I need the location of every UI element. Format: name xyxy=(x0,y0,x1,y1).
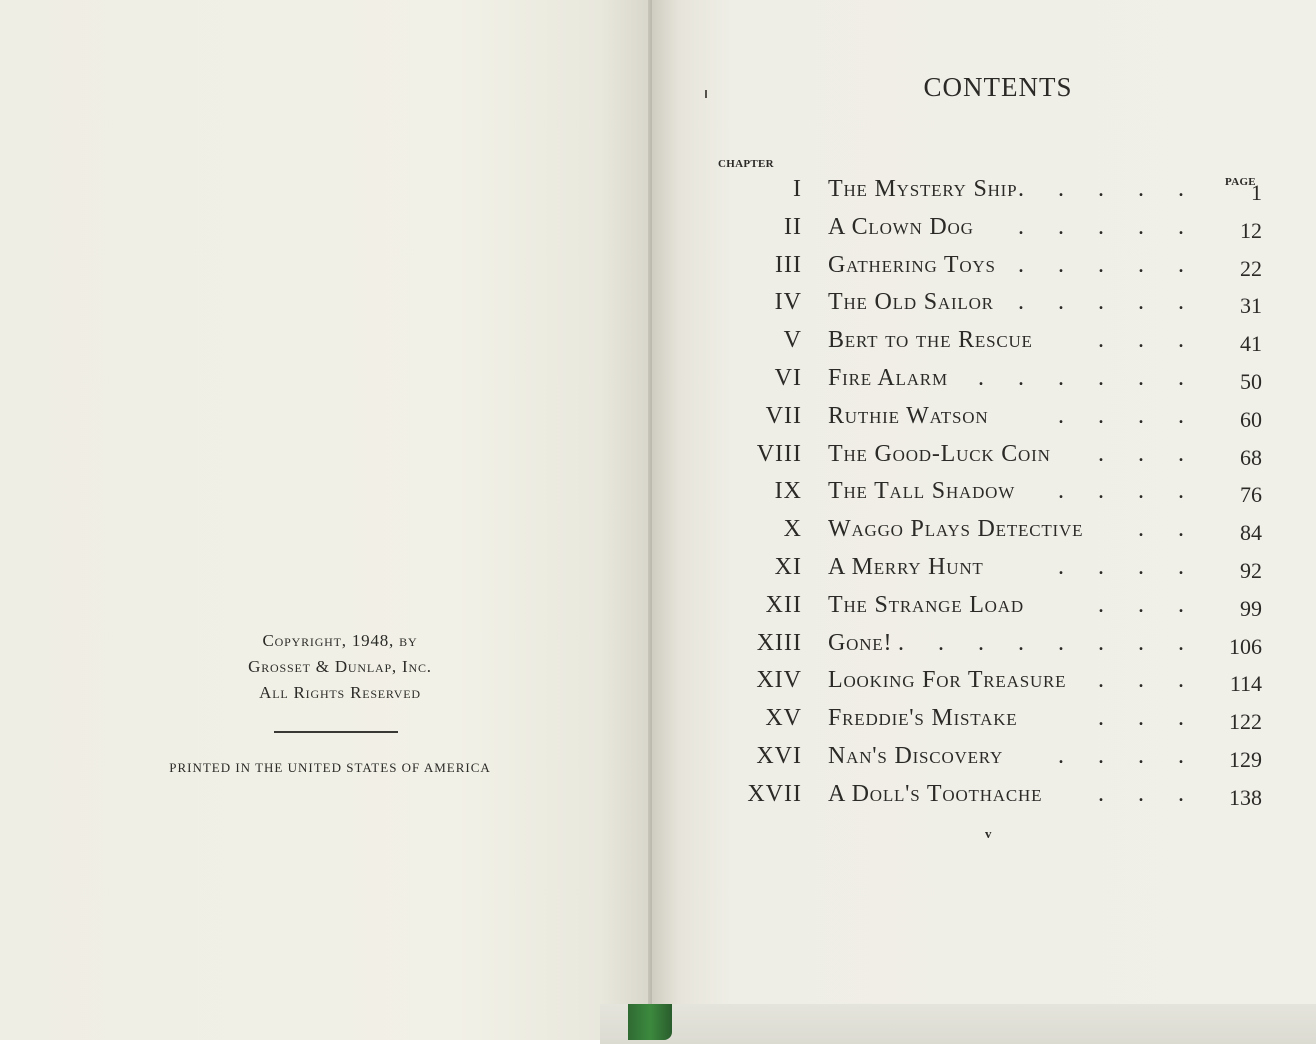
chapter-title: Looking For Treasure xyxy=(828,667,1067,694)
ink-mark xyxy=(705,90,707,98)
chapter-title: The Old Sailor xyxy=(828,289,994,316)
toc-entry xyxy=(700,516,1268,552)
leader-dots: . . . . . xyxy=(1018,251,1198,278)
contents-heading: CONTENTS xyxy=(923,72,1073,102)
chapter-title: The Strange Load xyxy=(828,591,1024,618)
copyright-line: Copyright, 1948, by xyxy=(262,631,418,650)
chapter-number: VI xyxy=(774,365,802,391)
chapter-title: Gone! xyxy=(828,629,893,656)
leader-dots: . . . . xyxy=(1058,402,1198,429)
toc-entry xyxy=(700,441,1268,477)
leader-dots: . . . xyxy=(1098,327,1198,354)
leader-dots: . . xyxy=(1138,516,1198,543)
leader-dots: . . . . . xyxy=(1018,176,1198,202)
chapter-number: II xyxy=(784,213,802,240)
chapter-title: Waggo Plays Detective xyxy=(828,516,1084,543)
toc-entry xyxy=(700,252,1268,288)
chapter-title: A Clown Dog xyxy=(828,213,974,240)
chapter-page-number: 106 xyxy=(1229,633,1262,659)
chapter-title: Nan's Discovery xyxy=(828,743,1004,769)
chapter-page-number: 84 xyxy=(1240,520,1262,546)
chapter-page-number: 50 xyxy=(1240,369,1262,394)
printed-in-line: PRINTED IN THE UNITED STATES OF AMERICA xyxy=(169,760,491,775)
chapter-number: X xyxy=(783,516,802,543)
leader-dots: . . . xyxy=(1098,780,1198,807)
chapter-number: XVII xyxy=(747,780,802,807)
chapter-page-number: 1 xyxy=(1251,180,1262,205)
chapter-number: XIV xyxy=(756,667,802,694)
left-page xyxy=(0,0,652,1040)
chapter-title: Fire Alarm xyxy=(828,365,948,391)
toc-entry xyxy=(700,630,1268,666)
chapter-page-number: 138 xyxy=(1229,784,1262,810)
toc-entry xyxy=(700,365,1268,401)
chapter-page-number: 99 xyxy=(1240,595,1262,621)
chapter-page-number: 122 xyxy=(1229,709,1262,735)
chapter-page-number: 60 xyxy=(1240,406,1262,432)
chapter-number: XII xyxy=(765,591,802,618)
toc-entry xyxy=(700,214,1268,250)
page-column-label: PAGE xyxy=(1225,176,1256,188)
chapter-number: VIII xyxy=(756,440,802,467)
toc-entry xyxy=(700,554,1268,590)
chapter-title: The Tall Shadow xyxy=(828,478,1016,505)
chapter-title: A Doll's Toothache xyxy=(828,780,1043,807)
chapter-number: XIII xyxy=(756,629,802,656)
chapter-title: The Mystery Ship xyxy=(828,176,1018,202)
chapter-page-number: 76 xyxy=(1240,482,1262,508)
chapter-page-number: 114 xyxy=(1229,671,1262,697)
chapter-page-number: 41 xyxy=(1240,331,1262,357)
toc-entry xyxy=(700,705,1268,741)
chapter-page-number: 129 xyxy=(1229,747,1262,772)
chapter-number: XVI xyxy=(756,743,802,769)
chapter-title: Freddie's Mistake xyxy=(828,705,1018,732)
chapter-title: A Merry Hunt xyxy=(828,554,984,580)
toc-entry xyxy=(700,592,1268,628)
chapter-title: Gathering Toys xyxy=(828,251,996,278)
toc-entry xyxy=(700,781,1268,817)
toc-entry xyxy=(700,403,1268,439)
leader-dots: . . . xyxy=(1098,440,1198,467)
chapter-title: Ruthie Watson xyxy=(828,402,989,429)
toc-entry xyxy=(700,478,1268,514)
chapter-page-number: 68 xyxy=(1240,444,1262,470)
leader-dots: . . . . . xyxy=(1018,213,1198,240)
page-bottom-edge xyxy=(600,1004,1316,1044)
chapter-number: IX xyxy=(774,478,802,505)
leader-dots: . . . . . . . . xyxy=(898,629,1198,656)
chapter-number: I xyxy=(793,176,802,202)
chapter-column-label: CHAPTER xyxy=(718,158,774,170)
rights-line: All Rights Reserved xyxy=(259,683,421,702)
chapter-number: III xyxy=(775,251,802,278)
toc-entry xyxy=(700,743,1268,779)
leader-dots: . . . xyxy=(1098,591,1198,618)
leader-dots: . . . . xyxy=(1058,743,1198,769)
leader-dots: . . . . xyxy=(1058,478,1198,505)
page-folio: v xyxy=(985,826,992,841)
chapter-title: Bert to the Rescue xyxy=(828,327,1033,354)
leader-dots: . . . . . . xyxy=(978,365,1198,391)
leader-dots: . . . . xyxy=(1058,554,1198,580)
toc-entry xyxy=(700,327,1268,363)
leader-dots: . . . . . xyxy=(1018,289,1198,316)
chapter-number: XV xyxy=(765,705,802,732)
copyright-notice xyxy=(180,628,500,706)
leader-dots: . . . xyxy=(1098,667,1198,694)
chapter-title: The Good-Luck Coin xyxy=(828,440,1051,467)
chapter-page-number: 22 xyxy=(1240,255,1262,281)
chapter-number: V xyxy=(783,327,802,354)
leader-dots: . . . xyxy=(1098,705,1198,732)
chapter-page-number: 31 xyxy=(1240,293,1262,319)
divider-rule xyxy=(274,731,398,733)
chapter-number: VII xyxy=(765,402,802,429)
toc-entry xyxy=(700,176,1268,212)
chapter-page-number: 92 xyxy=(1240,558,1262,583)
toc-entry xyxy=(700,289,1268,325)
chapter-number: IV xyxy=(774,289,802,316)
green-cover-corner xyxy=(628,1004,672,1040)
chapter-number: XI xyxy=(774,554,802,580)
publisher-line: Grosset & Dunlap, Inc. xyxy=(248,657,432,676)
toc-entry xyxy=(700,667,1268,703)
chapter-page-number: 12 xyxy=(1240,217,1262,243)
